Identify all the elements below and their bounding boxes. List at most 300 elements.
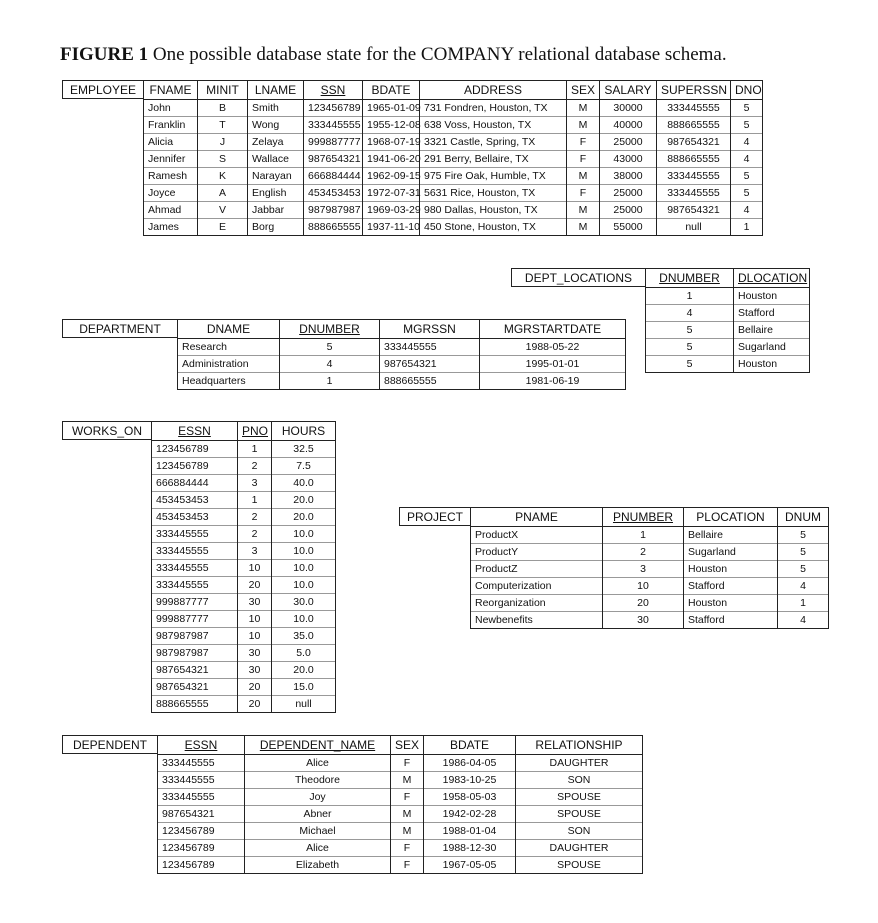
table-row — [646, 305, 810, 322]
table-cell: 980 Dallas, Houston, TX — [420, 202, 567, 219]
column-header: ESSN — [158, 736, 245, 755]
table-cell: Bellaire — [684, 527, 778, 544]
table-cell: 123456789 — [152, 458, 238, 475]
table-row — [152, 509, 336, 526]
table-cell: ProductY — [471, 544, 603, 561]
table-cell: 20 — [238, 577, 272, 594]
table-cell: 43000 — [600, 151, 657, 168]
table-cell: 4 — [280, 356, 380, 373]
table-cell: 30000 — [600, 100, 657, 117]
table-row — [144, 151, 763, 168]
table-cell: Houston — [734, 288, 810, 305]
table-cell: 999887777 — [152, 594, 238, 611]
table-row — [158, 806, 643, 823]
table-cell: K — [198, 168, 248, 185]
table-cell: 987654321 — [657, 202, 731, 219]
table-cell: 123456789 — [304, 100, 363, 117]
table-cell: M — [567, 100, 600, 117]
table-cell: 10.0 — [272, 526, 336, 543]
table-cell: M — [391, 772, 424, 789]
relation-name-dept-locations: DEPT_LOCATIONS — [511, 268, 646, 287]
table-cell: 3 — [238, 475, 272, 492]
table-cell: 2 — [603, 544, 684, 561]
table-cell: Bellaire — [734, 322, 810, 339]
table-cell: Sugarland — [684, 544, 778, 561]
table-cell: Stafford — [684, 612, 778, 629]
table-cell: 1937-11-10 — [363, 219, 420, 236]
table-row — [178, 356, 626, 373]
table-cell: M — [567, 219, 600, 236]
table-row — [471, 561, 829, 578]
table-cell: F — [391, 840, 424, 857]
table-cell: 1 — [238, 492, 272, 509]
table-cell: ProductZ — [471, 561, 603, 578]
table-cell: 38000 — [600, 168, 657, 185]
table-row — [144, 219, 763, 236]
table-cell: M — [567, 117, 600, 134]
table-cell: 453453453 — [304, 185, 363, 202]
table-cell: F — [567, 134, 600, 151]
column-header: HOURS — [272, 422, 336, 441]
table-row — [471, 578, 829, 595]
table-row — [152, 458, 336, 475]
table-cell: 1 — [646, 288, 734, 305]
table-cell: 40.0 — [272, 475, 336, 492]
department-table — [177, 319, 626, 390]
table-cell: 5 — [731, 100, 763, 117]
column-header: DNUMBER — [646, 269, 734, 288]
table-cell: James — [144, 219, 198, 236]
column-header: FNAME — [144, 81, 198, 100]
table-cell: 333445555 — [152, 560, 238, 577]
column-header: SALARY — [600, 81, 657, 100]
table-row — [152, 628, 336, 645]
table-cell: 999887777 — [152, 611, 238, 628]
table-cell: 20.0 — [272, 662, 336, 679]
header-row — [144, 81, 763, 100]
column-header: DNAME — [178, 320, 280, 339]
table-cell: Research — [178, 339, 280, 356]
table-row — [152, 696, 336, 713]
table-cell: Houston — [684, 595, 778, 612]
table-cell: Alice — [245, 755, 391, 772]
table-row — [152, 441, 336, 458]
table-cell: Abner — [245, 806, 391, 823]
table-cell: 1988-12-30 — [424, 840, 516, 857]
table-row — [646, 322, 810, 339]
table-cell: 20 — [238, 679, 272, 696]
table-cell: Wallace — [248, 151, 304, 168]
table-row — [646, 339, 810, 356]
table-cell: 987987987 — [152, 628, 238, 645]
table-cell: S — [198, 151, 248, 168]
table-cell: Wong — [248, 117, 304, 134]
table-row — [152, 645, 336, 662]
table-cell: 975 Fire Oak, Humble, TX — [420, 168, 567, 185]
table-cell: 30 — [238, 645, 272, 662]
table-cell: 3321 Castle, Spring, TX — [420, 134, 567, 151]
table-cell: Elizabeth — [245, 857, 391, 874]
table-row — [158, 840, 643, 857]
table-row — [471, 595, 829, 612]
table-cell: 333445555 — [158, 789, 245, 806]
relation-name-project: PROJECT — [399, 507, 471, 526]
table-cell: 25000 — [600, 202, 657, 219]
table-cell: 3 — [603, 561, 684, 578]
table-cell: 1986-04-05 — [424, 755, 516, 772]
table-row — [471, 544, 829, 561]
table-row — [471, 612, 829, 629]
table-cell: 1 — [731, 219, 763, 236]
table-row — [152, 560, 336, 577]
table-cell: 5 — [280, 339, 380, 356]
dependent-table — [157, 735, 643, 874]
table-cell: 1988-01-04 — [424, 823, 516, 840]
table-cell: 1968-07-19 — [363, 134, 420, 151]
column-header: PNUMBER — [603, 508, 684, 527]
table-row — [144, 168, 763, 185]
column-header: ADDRESS — [420, 81, 567, 100]
table-row — [158, 823, 643, 840]
table-cell: Zelaya — [248, 134, 304, 151]
table-cell: 453453453 — [152, 492, 238, 509]
table-cell: V — [198, 202, 248, 219]
table-cell: 15.0 — [272, 679, 336, 696]
table-cell: Smith — [248, 100, 304, 117]
column-header: DNUM — [778, 508, 829, 527]
column-header: LNAME — [248, 81, 304, 100]
table-row — [152, 594, 336, 611]
table-cell: 1965-01-09 — [363, 100, 420, 117]
table-cell: F — [391, 857, 424, 874]
table-cell: Jennifer — [144, 151, 198, 168]
table-cell: 4 — [646, 305, 734, 322]
table-cell: 333445555 — [158, 755, 245, 772]
table-cell: 1981-06-19 — [480, 373, 626, 390]
table-cell: 5 — [731, 117, 763, 134]
table-cell: Ahmad — [144, 202, 198, 219]
table-cell: 333445555 — [158, 772, 245, 789]
table-cell: 888665555 — [657, 151, 731, 168]
works-on-table — [151, 421, 336, 713]
table-cell: 20 — [238, 696, 272, 713]
table-cell: F — [391, 789, 424, 806]
column-header: SEX — [391, 736, 424, 755]
table-cell: 5631 Rice, Houston, TX — [420, 185, 567, 202]
table-cell: 7.5 — [272, 458, 336, 475]
column-header: MGRSTARTDATE — [480, 320, 626, 339]
table-cell: 4 — [731, 202, 763, 219]
table-cell: 1941-06-20 — [363, 151, 420, 168]
table-cell: 666884444 — [304, 168, 363, 185]
table-cell: 1 — [778, 595, 829, 612]
table-cell: 987654321 — [657, 134, 731, 151]
table-cell: John — [144, 100, 198, 117]
table-cell: 20.0 — [272, 509, 336, 526]
table-row — [158, 772, 643, 789]
table-cell: Stafford — [734, 305, 810, 322]
table-cell: 1983-10-25 — [424, 772, 516, 789]
table-cell: 30 — [603, 612, 684, 629]
table-cell: 5 — [778, 527, 829, 544]
table-row — [152, 492, 336, 509]
column-header: MINIT — [198, 81, 248, 100]
table-cell: 888665555 — [657, 117, 731, 134]
table-cell: 333445555 — [657, 168, 731, 185]
table-cell: 5.0 — [272, 645, 336, 662]
table-cell: Houston — [684, 561, 778, 578]
table-cell: M — [391, 823, 424, 840]
header-row — [178, 320, 626, 339]
table-row — [152, 662, 336, 679]
table-cell: 1995-01-01 — [480, 356, 626, 373]
header-row — [471, 508, 829, 527]
table-row — [152, 475, 336, 492]
table-cell: null — [272, 696, 336, 713]
table-cell: SON — [516, 823, 643, 840]
table-cell: 10.0 — [272, 560, 336, 577]
table-cell: 999887777 — [304, 134, 363, 151]
table-cell: A — [198, 185, 248, 202]
table-cell: 1967-05-05 — [424, 857, 516, 874]
table-cell: Theodore — [245, 772, 391, 789]
table-cell: F — [391, 755, 424, 772]
table-cell: Houston — [734, 356, 810, 373]
table-row — [144, 134, 763, 151]
table-cell: 2 — [238, 526, 272, 543]
table-cell: B — [198, 100, 248, 117]
table-row — [471, 527, 829, 544]
column-header: MGRSSN — [380, 320, 480, 339]
project-table — [470, 507, 829, 629]
table-cell: SPOUSE — [516, 806, 643, 823]
table-cell: 333445555 — [657, 185, 731, 202]
table-cell: 333445555 — [304, 117, 363, 134]
table-cell: 1 — [280, 373, 380, 390]
table-cell: 1962-09-15 — [363, 168, 420, 185]
relation-name-works-on: WORKS_ON — [62, 421, 152, 440]
table-row — [144, 100, 763, 117]
table-cell: M — [567, 202, 600, 219]
column-header: BDATE — [424, 736, 516, 755]
table-cell: 10 — [603, 578, 684, 595]
table-cell: 731 Fondren, Houston, TX — [420, 100, 567, 117]
table-cell: 20 — [603, 595, 684, 612]
table-cell: 5 — [646, 322, 734, 339]
table-cell: 4 — [778, 578, 829, 595]
table-cell: 10 — [238, 560, 272, 577]
table-cell: DAUGHTER — [516, 755, 643, 772]
table-cell: Jabbar — [248, 202, 304, 219]
table-row — [152, 526, 336, 543]
table-cell: 333445555 — [380, 339, 480, 356]
table-row — [158, 755, 643, 772]
column-header: SSN — [304, 81, 363, 100]
table-cell: Stafford — [684, 578, 778, 595]
table-cell: F — [567, 185, 600, 202]
table-cell: 4 — [778, 612, 829, 629]
table-cell: SON — [516, 772, 643, 789]
table-cell: Alicia — [144, 134, 198, 151]
column-header: PNO — [238, 422, 272, 441]
table-cell: Administration — [178, 356, 280, 373]
table-cell: 1955-12-08 — [363, 117, 420, 134]
table-cell: 333445555 — [152, 543, 238, 560]
table-row — [152, 577, 336, 594]
table-cell: 333445555 — [152, 526, 238, 543]
table-cell: 450 Stone, Houston, TX — [420, 219, 567, 236]
table-cell: 123456789 — [158, 823, 245, 840]
table-cell: 10 — [238, 611, 272, 628]
table-row — [158, 857, 643, 874]
table-cell: 1942-02-28 — [424, 806, 516, 823]
figure-caption: One possible database state for the COMPANY relational database schema. — [152, 44, 727, 65]
table-row — [144, 117, 763, 134]
table-cell: 987654321 — [380, 356, 480, 373]
relation-name-department: DEPARTMENT — [62, 319, 178, 338]
table-cell: ProductX — [471, 527, 603, 544]
header-row — [158, 736, 643, 755]
figure-label: FIGURE 1 — [60, 44, 149, 65]
column-header: DLOCATION — [734, 269, 810, 288]
table-cell: Newbenefits — [471, 612, 603, 629]
table-cell: 123456789 — [152, 441, 238, 458]
table-row — [646, 356, 810, 373]
table-row — [144, 185, 763, 202]
table-cell: 3 — [238, 543, 272, 560]
table-cell: J — [198, 134, 248, 151]
table-cell: 333445555 — [152, 577, 238, 594]
dept-locations-table — [645, 268, 810, 373]
column-header: RELATIONSHIP — [516, 736, 643, 755]
table-cell: 1958-05-03 — [424, 789, 516, 806]
table-cell: 5 — [646, 339, 734, 356]
table-cell: 987654321 — [304, 151, 363, 168]
table-cell: 4 — [731, 134, 763, 151]
table-cell: 1 — [238, 441, 272, 458]
table-cell: 2 — [238, 458, 272, 475]
table-cell: Michael — [245, 823, 391, 840]
table-cell: SPOUSE — [516, 789, 643, 806]
table-cell: 333445555 — [657, 100, 731, 117]
header-row — [646, 269, 810, 288]
table-cell: 123456789 — [158, 857, 245, 874]
column-header: PNAME — [471, 508, 603, 527]
column-header: DEPENDENT_NAME — [245, 736, 391, 755]
table-cell: 453453453 — [152, 509, 238, 526]
table-cell: 40000 — [600, 117, 657, 134]
table-cell: 10.0 — [272, 611, 336, 628]
table-row — [158, 789, 643, 806]
table-cell: Sugarland — [734, 339, 810, 356]
table-cell: 1972-07-31 — [363, 185, 420, 202]
table-cell: 1969-03-29 — [363, 202, 420, 219]
table-cell: Computerization — [471, 578, 603, 595]
table-cell: 888665555 — [152, 696, 238, 713]
table-cell: 291 Berry, Bellaire, TX — [420, 151, 567, 168]
table-cell: 1 — [603, 527, 684, 544]
table-cell: Headquarters — [178, 373, 280, 390]
table-cell: Reorganization — [471, 595, 603, 612]
relation-name-dependent: DEPENDENT — [62, 735, 158, 754]
table-cell: 25000 — [600, 185, 657, 202]
table-cell: 987987987 — [304, 202, 363, 219]
table-cell: E — [198, 219, 248, 236]
table-cell: 5 — [778, 561, 829, 578]
table-cell: 987654321 — [152, 679, 238, 696]
table-row — [152, 611, 336, 628]
column-header: BDATE — [363, 81, 420, 100]
table-cell: Ramesh — [144, 168, 198, 185]
table-cell: 30 — [238, 594, 272, 611]
table-cell: F — [567, 151, 600, 168]
table-cell: 20.0 — [272, 492, 336, 509]
table-cell: English — [248, 185, 304, 202]
table-cell: Alice — [245, 840, 391, 857]
table-row — [646, 288, 810, 305]
table-row — [152, 679, 336, 696]
column-header: DNUMBER — [280, 320, 380, 339]
table-cell: M — [567, 168, 600, 185]
table-cell: 888665555 — [380, 373, 480, 390]
table-cell: 32.5 — [272, 441, 336, 458]
figure-title — [60, 44, 727, 66]
table-cell: Joyce — [144, 185, 198, 202]
table-cell: Franklin — [144, 117, 198, 134]
table-cell: 2 — [238, 509, 272, 526]
table-cell: 5 — [646, 356, 734, 373]
column-header: ESSN — [152, 422, 238, 441]
column-header: SEX — [567, 81, 600, 100]
table-cell: 1988-05-22 — [480, 339, 626, 356]
header-row — [152, 422, 336, 441]
table-cell: 987654321 — [152, 662, 238, 679]
column-header: PLOCATION — [684, 508, 778, 527]
table-cell: DAUGHTER — [516, 840, 643, 857]
table-cell: 30 — [238, 662, 272, 679]
table-cell: 25000 — [600, 134, 657, 151]
table-cell: T — [198, 117, 248, 134]
table-cell: 987654321 — [158, 806, 245, 823]
column-header: SUPERSSN — [657, 81, 731, 100]
table-row — [178, 339, 626, 356]
table-row — [144, 202, 763, 219]
employee-table — [143, 80, 763, 236]
column-header: DNO — [731, 81, 763, 100]
table-cell: 5 — [731, 185, 763, 202]
table-cell: 888665555 — [304, 219, 363, 236]
table-cell: 987987987 — [152, 645, 238, 662]
table-cell: 55000 — [600, 219, 657, 236]
table-cell: 4 — [731, 151, 763, 168]
table-cell: 10 — [238, 628, 272, 645]
table-cell: 5 — [778, 544, 829, 561]
table-cell: Borg — [248, 219, 304, 236]
table-cell: 35.0 — [272, 628, 336, 645]
table-cell: SPOUSE — [516, 857, 643, 874]
table-cell: 666884444 — [152, 475, 238, 492]
table-cell: 30.0 — [272, 594, 336, 611]
table-cell: Joy — [245, 789, 391, 806]
table-cell: 10.0 — [272, 577, 336, 594]
relation-name-employee: EMPLOYEE — [62, 80, 144, 99]
table-cell: null — [657, 219, 731, 236]
table-cell: 123456789 — [158, 840, 245, 857]
table-row — [152, 543, 336, 560]
table-cell: M — [391, 806, 424, 823]
table-cell: 10.0 — [272, 543, 336, 560]
table-cell: Narayan — [248, 168, 304, 185]
